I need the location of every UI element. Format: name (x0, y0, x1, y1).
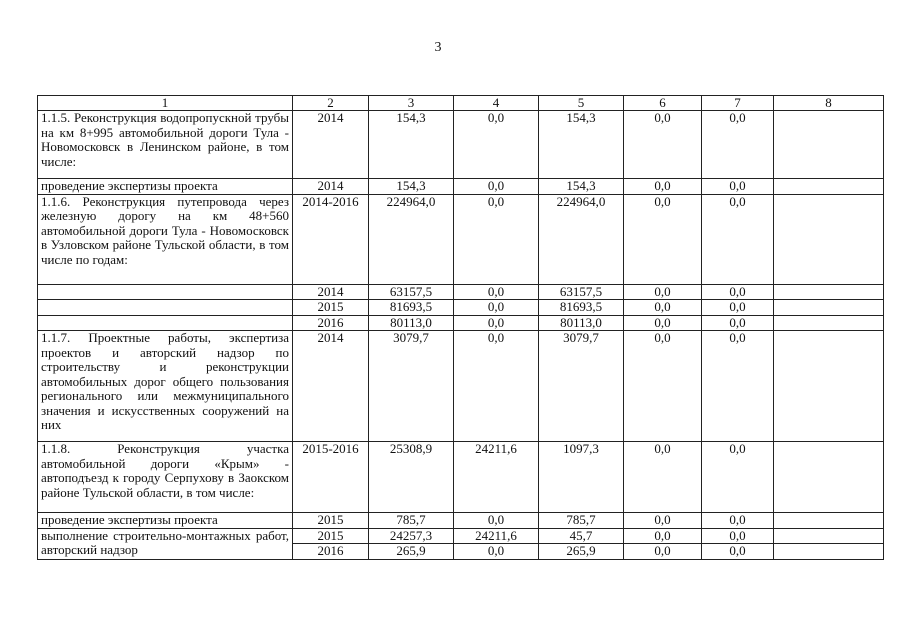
value-cell: 63157,5 (369, 284, 454, 300)
value-cell: 0,0 (702, 513, 774, 529)
value-cell: 0,0 (624, 331, 702, 442)
value-cell (774, 315, 884, 331)
value-cell: 1097,3 (539, 442, 624, 513)
value-cell: 265,9 (539, 544, 624, 560)
value-cell: 0,0 (624, 111, 702, 179)
row-name-cell: 1.1.8. Реконструкция участка автомобильной дороги «Крым» - автоподъезд к городу Серпухову в Заокском районе Тульской области, в том числе: (38, 442, 293, 513)
value-cell: 0,0 (624, 300, 702, 316)
value-cell: 3079,7 (539, 331, 624, 442)
value-cell: 0,0 (454, 300, 539, 316)
value-cell: 0,0 (454, 284, 539, 300)
year-cell: 2014 (293, 111, 369, 179)
value-cell: 24257,3 (369, 528, 454, 544)
table-row (38, 300, 884, 316)
value-cell: 0,0 (624, 194, 702, 284)
column-header: 6 (624, 96, 702, 111)
budget-table (37, 95, 884, 560)
value-cell: 24211,6 (454, 442, 539, 513)
value-cell: 265,9 (369, 544, 454, 560)
value-cell: 80113,0 (539, 315, 624, 331)
value-cell: 0,0 (624, 442, 702, 513)
value-cell: 0,0 (624, 513, 702, 529)
year-cell: 2015-2016 (293, 442, 369, 513)
value-cell: 0,0 (454, 544, 539, 560)
value-cell: 0,0 (624, 544, 702, 560)
table-row (38, 331, 884, 442)
value-cell: 0,0 (624, 179, 702, 195)
value-cell: 0,0 (702, 442, 774, 513)
year-cell: 2014 (293, 331, 369, 442)
table-row (38, 442, 884, 513)
value-cell (774, 331, 884, 442)
value-cell (774, 111, 884, 179)
table-row (38, 179, 884, 195)
value-cell: 0,0 (624, 284, 702, 300)
value-cell: 0,0 (454, 194, 539, 284)
column-header: 4 (454, 96, 539, 111)
row-name-cell (38, 315, 293, 331)
value-cell: 45,7 (539, 528, 624, 544)
row-name-cell: проведение экспертизы проекта (38, 179, 293, 195)
table-row (38, 194, 884, 284)
column-header: 8 (774, 96, 884, 111)
row-name-cell (38, 284, 293, 300)
value-cell: 0,0 (624, 315, 702, 331)
value-cell: 81693,5 (369, 300, 454, 316)
value-cell: 785,7 (369, 513, 454, 529)
value-cell: 0,0 (702, 331, 774, 442)
value-cell: 0,0 (702, 300, 774, 316)
row-name-cell: проведение экспертизы проекта (38, 513, 293, 529)
value-cell: 0,0 (454, 111, 539, 179)
row-name-cell: 1.1.7. Проектные работы, экспертиза проектов и авторский надзор по строительству и реконструкции автомобильных дорог общего пользования регионального или межмуниципального значения и искусственных сооружений на них (38, 331, 293, 442)
value-cell: 80113,0 (369, 315, 454, 331)
year-cell: 2015 (293, 300, 369, 316)
table-row (38, 513, 884, 529)
value-cell: 0,0 (702, 284, 774, 300)
value-cell: 24211,6 (454, 528, 539, 544)
value-cell: 0,0 (702, 194, 774, 284)
value-cell: 224964,0 (369, 194, 454, 284)
value-cell: 0,0 (702, 111, 774, 179)
value-cell (774, 194, 884, 284)
value-cell: 0,0 (624, 528, 702, 544)
value-cell (774, 442, 884, 513)
column-header: 3 (369, 96, 454, 111)
value-cell: 154,3 (369, 179, 454, 195)
value-cell: 154,3 (369, 111, 454, 179)
row-name-cell: 1.1.5. Реконструкция водопропускной трубы на км 8+995 автомобильной дороги Тула - Новомосковск в Ленинском районе, в том числе: (38, 111, 293, 179)
value-cell (774, 179, 884, 195)
year-cell: 2014 (293, 179, 369, 195)
table-body (38, 111, 884, 560)
row-name-cell (38, 300, 293, 316)
value-cell: 25308,9 (369, 442, 454, 513)
column-header: 5 (539, 96, 624, 111)
year-cell: 2016 (293, 315, 369, 331)
value-cell: 0,0 (702, 315, 774, 331)
row-name-cell: 1.1.6. Реконструкция путепровода через железную дорогу на км 48+560 автомобильной дороги Тула - Новомосковск в Узловском районе Тульской области, в том числе по годам: (38, 194, 293, 284)
table-row (38, 315, 884, 331)
year-cell: 2015 (293, 513, 369, 529)
value-cell (774, 513, 884, 529)
table-row (38, 528, 884, 544)
value-cell (774, 528, 884, 544)
value-cell: 785,7 (539, 513, 624, 529)
value-cell: 0,0 (702, 528, 774, 544)
page-number: 3 (434, 40, 442, 55)
value-cell: 0,0 (454, 331, 539, 442)
value-cell: 0,0 (702, 544, 774, 560)
value-cell: 224964,0 (539, 194, 624, 284)
year-cell: 2015 (293, 528, 369, 544)
year-cell: 2016 (293, 544, 369, 560)
column-header: 7 (702, 96, 774, 111)
value-cell: 0,0 (454, 315, 539, 331)
table-row (38, 111, 884, 179)
value-cell: 0,0 (454, 513, 539, 529)
value-cell: 81693,5 (539, 300, 624, 316)
value-cell (774, 284, 884, 300)
value-cell: 154,3 (539, 111, 624, 179)
value-cell: 0,0 (702, 179, 774, 195)
year-cell: 2014 (293, 284, 369, 300)
value-cell (774, 544, 884, 560)
value-cell (774, 300, 884, 316)
value-cell: 3079,7 (369, 331, 454, 442)
value-cell: 63157,5 (539, 284, 624, 300)
row-name-cell: выполнение строительно-монтажных работ, авторский надзор (38, 528, 293, 559)
column-header: 2 (293, 96, 369, 111)
value-cell: 0,0 (454, 179, 539, 195)
value-cell: 154,3 (539, 179, 624, 195)
column-header: 1 (38, 96, 293, 111)
year-cell: 2014-2016 (293, 194, 369, 284)
table-row (38, 284, 884, 300)
table-header-row (38, 96, 884, 111)
